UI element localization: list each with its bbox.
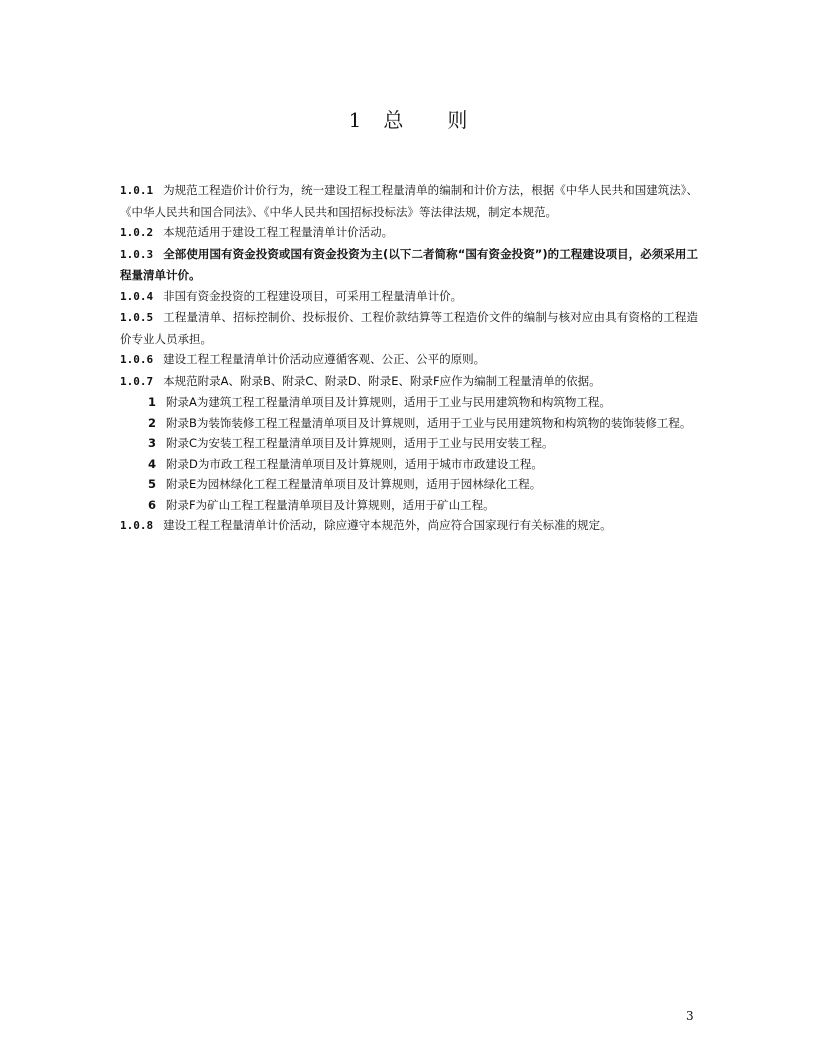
clause-text: 建设工程工程量清单计价活动，除应遵守本规范外，尚应符合国家现行有关标准的规定。 <box>163 518 612 532</box>
clause-text: 本规范适用于建设工程工程量清单计价活动。 <box>163 225 394 239</box>
appendix-item-1 <box>120 392 698 413</box>
clause-text: 工程量清单、招标控制价、投标报价、工程价款结算等工程造价文件的编制与核对应由具有资格的工程造价专业人员承担。 <box>120 310 698 346</box>
item-number: 1 <box>147 395 156 409</box>
item-text: 附录B为装饰装修工程工程量清单项目及计算规则，适用于工业与民用建筑物和构筑物的装饰装修工程。 <box>166 415 692 430</box>
document-body <box>120 180 698 537</box>
clause-1-0-4 <box>120 286 698 308</box>
clause-number: 1.0.3 <box>120 247 154 261</box>
item-number: 6 <box>147 497 156 512</box>
item-number: 2 <box>147 415 156 430</box>
clause-1-0-8 <box>120 515 698 537</box>
item-number: 3 <box>147 436 156 450</box>
clause-number: 1.0.5 <box>120 311 154 324</box>
clause-1-0-1 <box>120 180 698 222</box>
clause-number: 1.0.7 <box>120 374 154 388</box>
appendix-item-3 <box>120 433 698 454</box>
item-text: 附录C为安装工程工程量清单项目及计算规则，适用于工业与民用安装工程。 <box>166 436 554 450</box>
chapter-number: 1 <box>348 108 362 132</box>
clause-text: 建设工程工程量清单计价活动应遵循客观、公正、公平的原则。 <box>163 352 486 366</box>
clause-text: 非国有资金投资的工程建设项目，可采用工程量清单计价。 <box>163 288 463 303</box>
clause-1-0-5 <box>120 307 698 349</box>
appendix-item-4 <box>120 454 698 475</box>
item-text: 附录D为市政工程工程量清单项目及计算规则，适用于城市市政建设工程。 <box>166 456 543 471</box>
clause-text: 本规范附录A、附录B、附录C、附录D、附录E、附录F应作为编制工程量清单的依据。 <box>163 373 601 388</box>
appendix-item-6 <box>120 495 698 516</box>
clause-number: 1.0.1 <box>120 184 154 197</box>
clause-number: 1.0.8 <box>120 519 154 532</box>
clause-number: 1.0.6 <box>120 353 154 366</box>
clause-number: 1.0.2 <box>120 226 154 239</box>
appendix-item-5 <box>120 474 698 495</box>
clause-number: 1.0.4 <box>120 289 154 303</box>
page-number: 3 <box>686 1009 694 1023</box>
chapter-title-char-1: 总 <box>383 108 404 132</box>
appendix-item-2 <box>120 413 698 434</box>
item-number: 5 <box>147 477 156 491</box>
clause-text: 为规范工程造价计价行为，统一建设工程工程量清单的编制和计价方法，根据《中华人民共和国建筑法》、《中华人民共和国合同法》、《中华人民共和国招标投标法》等法律法规，制定本规范。 <box>120 183 698 219</box>
item-text: 附录F为矿山工程工程量清单项目及计算规则，适用于矿山工程。 <box>166 497 495 512</box>
item-text: 附录A为建筑工程工程量清单项目及计算规则，适用于工业与民用建筑物和构筑物工程。 <box>166 395 611 409</box>
chapter-title <box>0 104 816 133</box>
clause-1-0-6 <box>120 349 698 371</box>
item-number: 4 <box>147 456 156 471</box>
clause-1-0-3 <box>120 244 698 286</box>
chapter-title-char-2: 则 <box>447 108 468 132</box>
clause-1-0-2 <box>120 222 698 244</box>
clause-1-0-7 <box>120 371 698 393</box>
clause-text: 全部使用国有资金投资或国有资金投资为主(以下二者简称“国有资金投资”)的工程建设项目，必须采用工程量清单计价。 <box>120 246 698 282</box>
item-text: 附录E为园林绿化工程工程量清单项目及计算规则，适用于园林绿化工程。 <box>166 477 542 491</box>
